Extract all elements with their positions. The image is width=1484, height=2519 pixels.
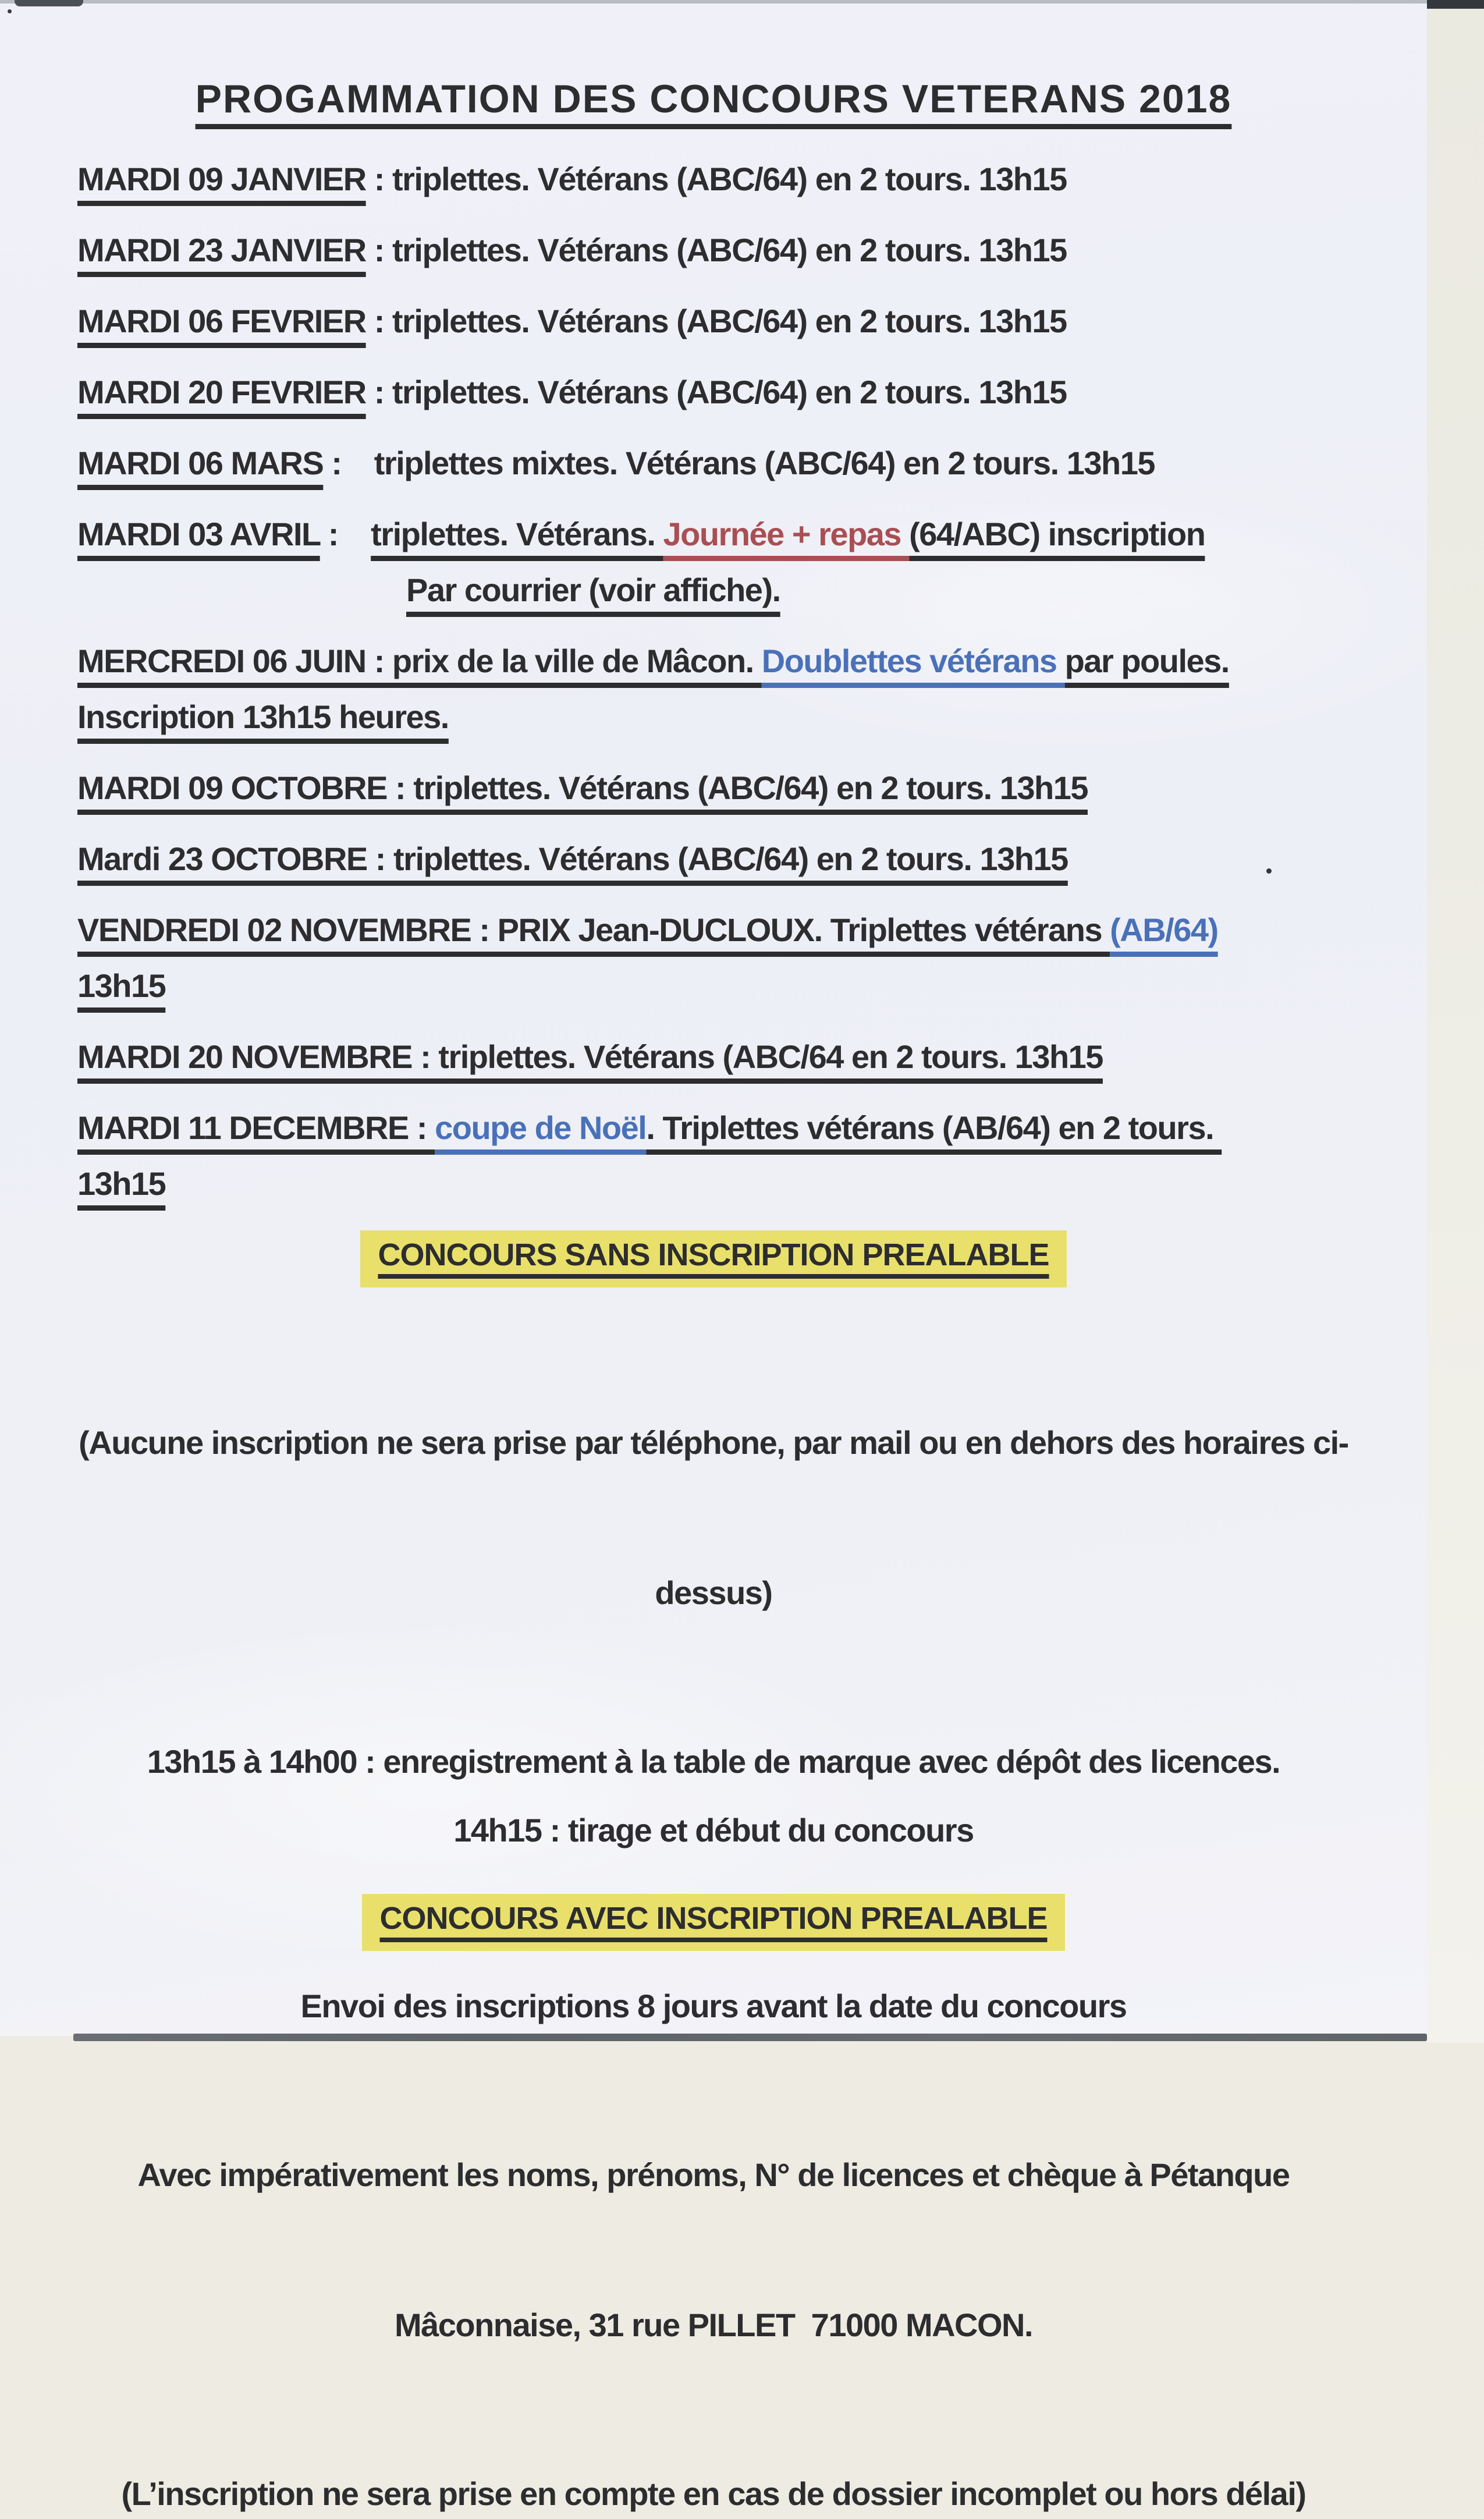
scanner-background-strip [1427, 0, 1484, 2043]
schedule-text-segment: : triplettes. Vétérans (ABC/64) en 2 tours. 13h15 [365, 161, 1067, 197]
schedule-line [77, 506, 1386, 562]
no-phone-note-line-1: (Aucune inscription ne sera prise par téléphone, par mail ou en dehors des horaires ci- [79, 1424, 1348, 1461]
section-heading-row [32, 1893, 1395, 1951]
schedule-text-segment: MARDI 06 FEVRIER [77, 303, 366, 339]
schedule-line [77, 1100, 1386, 1156]
requirements-note [32, 2050, 1395, 2450]
schedule-text-segment: MARDI 23 JANVIER [77, 232, 366, 268]
schedule-line [77, 364, 1386, 420]
schedule-text-segment: Doublettes vétérans [761, 643, 1065, 679]
scan-smudge-top-left [15, 0, 83, 6]
schedule-line [77, 633, 1386, 689]
envoi-line: Envoi des inscriptions 8 jours avant la date du concours [300, 1988, 1127, 2024]
schedule-text-segment: Mardi 23 OCTOBRE : triplettes. Vétérans (ABC/64) en 2 tours. 13h15 [77, 840, 1068, 877]
scan-edge-top [0, 0, 1427, 3]
document-header [0, 0, 1427, 128]
incomplete-dossier-note: (L’inscription ne sera prise en compte en cas de dossier incomplet ou hors délai) [121, 2475, 1306, 2512]
page-title-text: PROGAMMATION DES CONCOURS VETERANS 2018 [195, 77, 1232, 121]
schedule-text-segment: MARDI 09 OCTOBRE : triplettes. Vétérans (ABC/64) en 2 tours. 13h15 [77, 769, 1088, 806]
schedule-text-segment: Par courrier (voir affiche). [406, 572, 780, 608]
schedule-line [77, 293, 1386, 349]
schedule-text-segment: Inscription 13h15 heures. [77, 698, 449, 735]
schedule-text-segment: MARDI 20 NOVEMBRE : triplettes. Vétérans (ABC/64 en 2 tours. 13h15 [77, 1038, 1103, 1075]
schedule-text-segment: triplettes. Vétérans. [371, 516, 663, 552]
schedule-entry [77, 435, 1386, 491]
scan-edge-bottom [73, 2034, 1427, 2041]
no-phone-note [32, 1318, 1395, 1718]
schedule-text-segment: (AB/64) [1110, 911, 1218, 948]
schedule-text-segment: : triplettes. Vétérans (ABC/64) en 2 tours. 13h15 [365, 303, 1067, 339]
schedule-line [77, 689, 1386, 745]
schedule-text-segment: MERCREDI 06 JUIN : prix de la ville de Mâcon. [77, 643, 762, 679]
schedule-entry [77, 364, 1386, 420]
schedule-line [77, 435, 1386, 491]
schedule-line [77, 562, 1386, 618]
schedule-text-segment: MARDI 11 DECEMBRE : [77, 1109, 435, 1146]
schedule-text-segment: MARDI 20 FEVRIER [77, 374, 366, 410]
draw-time-line: 14h15 : tirage et début du concours [453, 1812, 974, 1849]
schedule-text-segment: Journée + repas [663, 516, 910, 552]
rules-section [0, 1229, 1427, 2519]
schedule-entry [77, 831, 1386, 887]
schedule-line [77, 902, 1386, 958]
schedule-text-segment: MARDI 03 AVRIL [77, 516, 320, 552]
heading-sans-inscription: CONCOURS SANS INSCRIPTION PREALABLE [360, 1230, 1066, 1287]
schedule-list [0, 151, 1427, 1212]
schedule-line [77, 831, 1386, 887]
schedule-text-segment: MARDI 06 MARS [77, 445, 324, 481]
schedule-text-segment: VENDREDI 02 NOVEMBRE : PRIX Jean-DUCLOUX. Triplettes vétérans [77, 911, 1110, 948]
schedule-text-segment: : triplettes. Vétérans (ABC/64) en 2 tours. 13h15 [365, 232, 1067, 268]
schedule-text-segment: : triplettes mixtes. Vétérans (ABC/64) en 2 tours. 13h15 [323, 445, 1155, 481]
scan-speck-dot [8, 9, 12, 13]
schedule-entry [77, 506, 1386, 618]
schedule-text-segment: : [319, 516, 371, 552]
schedule-entry [77, 633, 1386, 745]
no-phone-note-line-2: dessus) [655, 1574, 772, 1611]
schedule-text-segment: MARDI 09 JANVIER [77, 161, 366, 197]
schedule-text-segment: coupe de Noël [435, 1109, 647, 1146]
heading-avec-inscription: CONCOURS AVEC INSCRIPTION PREALABLE [362, 1894, 1064, 1951]
section-heading-row [32, 1229, 1395, 1287]
schedule-text-segment: 13h15 [77, 1165, 166, 1202]
schedule-line [77, 222, 1386, 278]
schedule-line [77, 1156, 1386, 1212]
registration-time-line: 13h15 à 14h00 : enregistrement à la table de marque avec dépôt des licences. [147, 1743, 1280, 1780]
requirements-line-1: Avec impérativement les noms, prénoms, N° de licences et chèque à Pétanque [137, 2156, 1290, 2193]
schedule-entry [77, 902, 1386, 1014]
schedule-line [77, 1029, 1386, 1085]
schedule-entry [77, 760, 1386, 816]
scan-edge-top-right [1427, 0, 1484, 9]
schedule-text-segment: . Triplettes vétérans (AB/64) en 2 tours. [646, 1109, 1222, 1146]
schedule-line [77, 958, 1386, 1014]
requirements-line-2: Mâconnaise, 31 rue PILLET 71000 MACON. [394, 2307, 1033, 2343]
schedule-entry [77, 1029, 1386, 1085]
page-title [0, 70, 1427, 128]
schedule-text-segment: 13h15 [77, 967, 166, 1004]
schedule-entry [77, 1100, 1386, 1212]
schedule-text-segment: : triplettes. Vétérans (ABC/64) en 2 tours. 13h15 [365, 374, 1067, 410]
schedule-text-segment: (64/ABC) inscription [909, 516, 1205, 552]
schedule-entry [77, 293, 1386, 349]
schedule-entry [77, 222, 1386, 278]
schedule-entry [77, 151, 1386, 207]
schedule-line [77, 760, 1386, 816]
schedule-line [77, 151, 1386, 207]
schedule-text-segment: par poules. [1064, 643, 1229, 679]
scan-speck-dot [1266, 868, 1272, 874]
